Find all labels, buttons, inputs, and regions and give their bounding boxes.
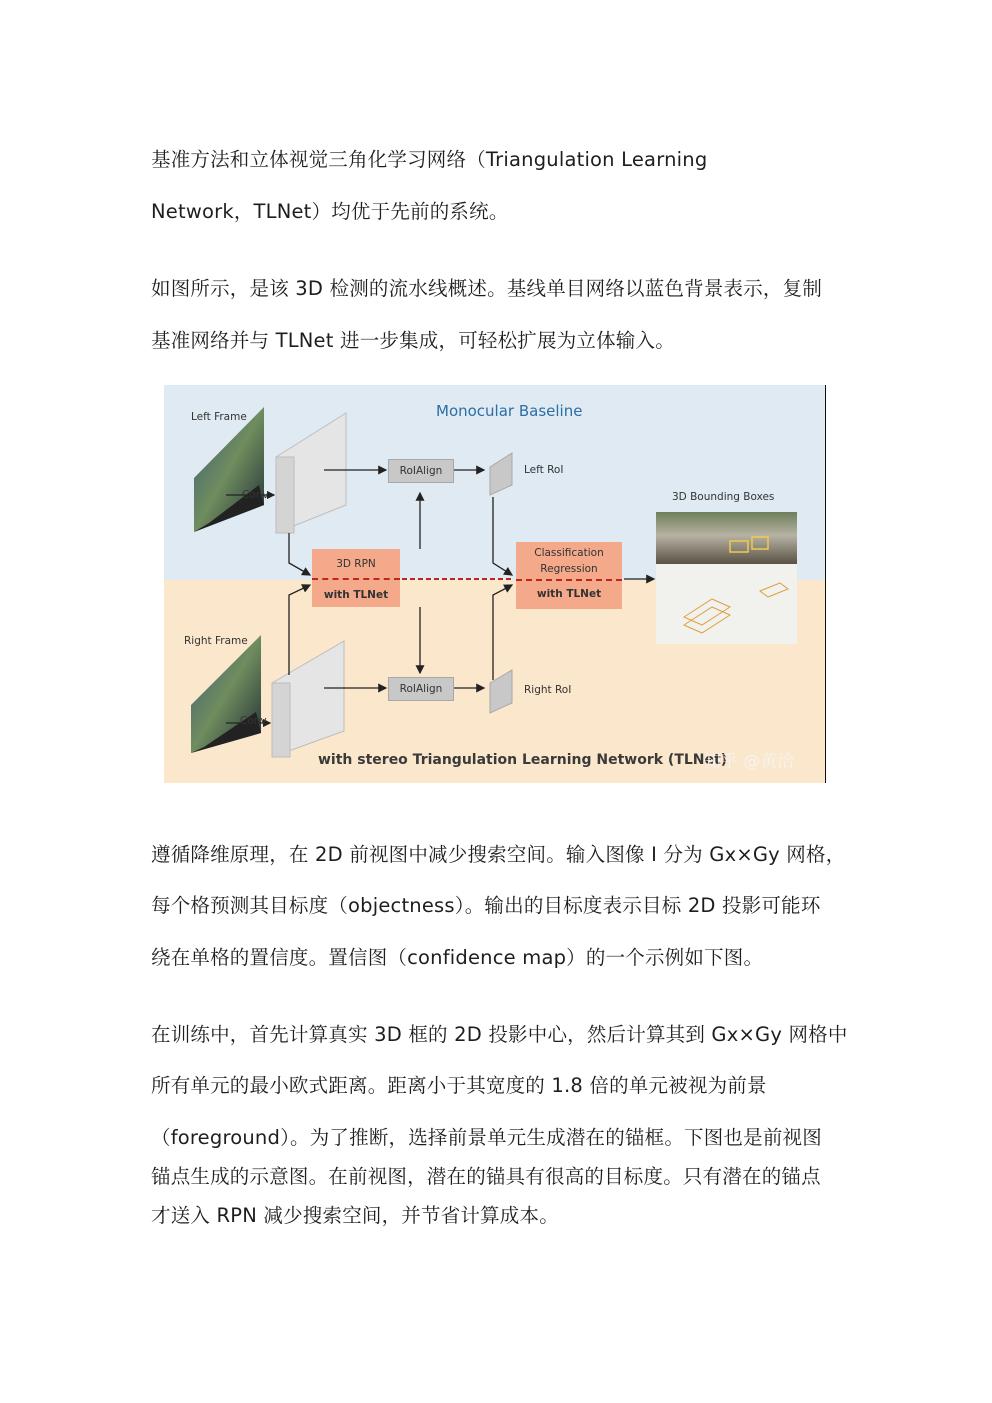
regression-label: Regression	[540, 563, 598, 575]
left-roi-label: Left RoI	[524, 464, 564, 476]
paragraph-2-line-2: 基准网络并与 TLNet 进一步集成，可轻松扩展为立体输入。	[151, 329, 675, 352]
conv-label-top: Conv	[242, 489, 269, 501]
classification-box	[516, 542, 622, 609]
left-frame-label: Left Frame	[191, 411, 247, 423]
paragraph-4-line-3: （foreground）。为了推断，选择前景单元生成潜在的锚框。下图也是前视图	[151, 1126, 822, 1149]
right-frame-label: Right Frame	[184, 635, 248, 647]
figure-title: Monocular Baseline	[436, 402, 583, 420]
paragraph-1-line-2: Network，TLNet）均优于先前的系统。	[151, 200, 509, 223]
roialign-bottom: RoIAlign	[388, 677, 454, 701]
paragraph-2-line-1: 如图所示，是该 3D 检测的流水线概述。基线单目网络以蓝色背景表示，复制	[151, 277, 823, 300]
paragraph-4-line-1: 在训练中，首先计算真实 3D 框的 2D 投影中心，然后计算其到 Gx×Gy 网格中	[151, 1023, 848, 1046]
paragraph-3-line-1: 遵循降维原理，在 2D 前视图中减少搜索空间。输入图像 I 分为 Gx×Gy 网格，	[151, 843, 846, 866]
rpn-label-2: with TLNet	[323, 589, 389, 601]
conv-block-top	[276, 457, 294, 533]
conv-label-bottom: Conv	[240, 715, 267, 727]
classification-tlnet-label: with TLNet	[536, 588, 602, 600]
paragraph-1-line-1: 基准方法和立体视觉三角化学习网络（Triangulation Learning	[151, 148, 708, 171]
bounding-boxes-pointcloud	[656, 564, 797, 644]
pipeline-figure	[164, 385, 826, 783]
roialign-top: RoIAlign	[388, 459, 454, 483]
rpn-box	[312, 549, 400, 607]
paragraph-4-line-5: 才送入 RPN 减少搜索空间，并节省计算成本。	[151, 1204, 559, 1227]
bounding-boxes-image	[656, 512, 797, 564]
paragraph-4-line-4: 锚点生成的示意图。在前视图，潜在的锚具有很高的目标度。只有潜在的锚点	[151, 1165, 821, 1188]
figure-right-border	[825, 385, 826, 783]
paragraph-3-line-3: 绕在单格的置信度。置信图（confidence map）的一个示例如下图。	[151, 946, 764, 969]
left-roi-slab	[490, 453, 512, 495]
paragraph-3-line-2: 每个格预测其目标度（objectness）。输出的目标度表示目标 2D 投影可能环	[151, 894, 821, 917]
figure-bottom-title: with stereo Triangulation Learning Network (TLNet)	[318, 752, 728, 768]
classification-label: Classification	[534, 547, 604, 559]
conv-block-bottom	[272, 683, 290, 757]
watermark: 知乎 @黄洽	[704, 752, 795, 772]
rpn-label-1: 3D RPN	[336, 558, 376, 570]
bounding-boxes-label: 3D Bounding Boxes	[672, 491, 775, 503]
paragraph-4-line-2: 所有单元的最小欧式距离。距离小于其宽度的 1.8 倍的单元被视为前景	[151, 1074, 767, 1097]
right-roi-label: Right RoI	[524, 684, 572, 696]
